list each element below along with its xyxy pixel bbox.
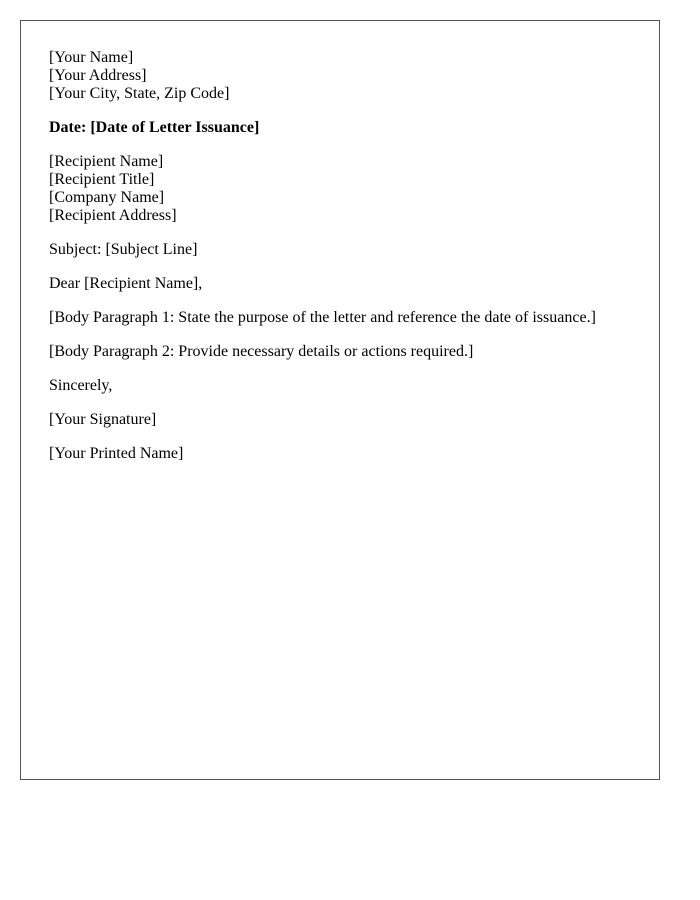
date-block: [49, 119, 639, 137]
sender-name: [Your Name]: [49, 49, 134, 66]
body-paragraph-2: [Body Paragraph 2: Provide necessary details or actions required.]: [49, 343, 474, 360]
subject-line: Subject: [Subject Line]: [49, 241, 198, 258]
sender-address: [Your Address]: [49, 67, 147, 84]
recipient-address: [Recipient Address]: [49, 207, 177, 224]
letter-content: [49, 49, 639, 479]
printed-name: [Your Printed Name]: [49, 445, 184, 462]
recipient-company: [Company Name]: [49, 189, 165, 206]
recipient-title: [Recipient Title]: [49, 171, 155, 188]
body-paragraph-2-block: [49, 343, 639, 361]
signature: [Your Signature]: [49, 411, 157, 428]
letter-date: Date: [Date of Letter Issuance]: [49, 119, 260, 136]
body-paragraph-1: [Body Paragraph 1: State the purpose of the letter and reference the date of issuance.]: [49, 309, 596, 326]
recipient-name: [Recipient Name]: [49, 153, 164, 170]
sender-block: [49, 49, 639, 103]
closing-block: [49, 377, 639, 395]
sender-city-state-zip: [Your City, State, Zip Code]: [49, 85, 230, 102]
recipient-block: [49, 153, 639, 225]
printed-name-block: [49, 445, 639, 463]
letter-page: [20, 20, 660, 780]
body-paragraph-1-block: [49, 309, 639, 327]
salutation-block: [49, 275, 639, 293]
subject-block: [49, 241, 639, 259]
salutation: Dear [Recipient Name],: [49, 275, 203, 292]
signature-block: [49, 411, 639, 429]
closing: Sincerely,: [49, 377, 113, 394]
